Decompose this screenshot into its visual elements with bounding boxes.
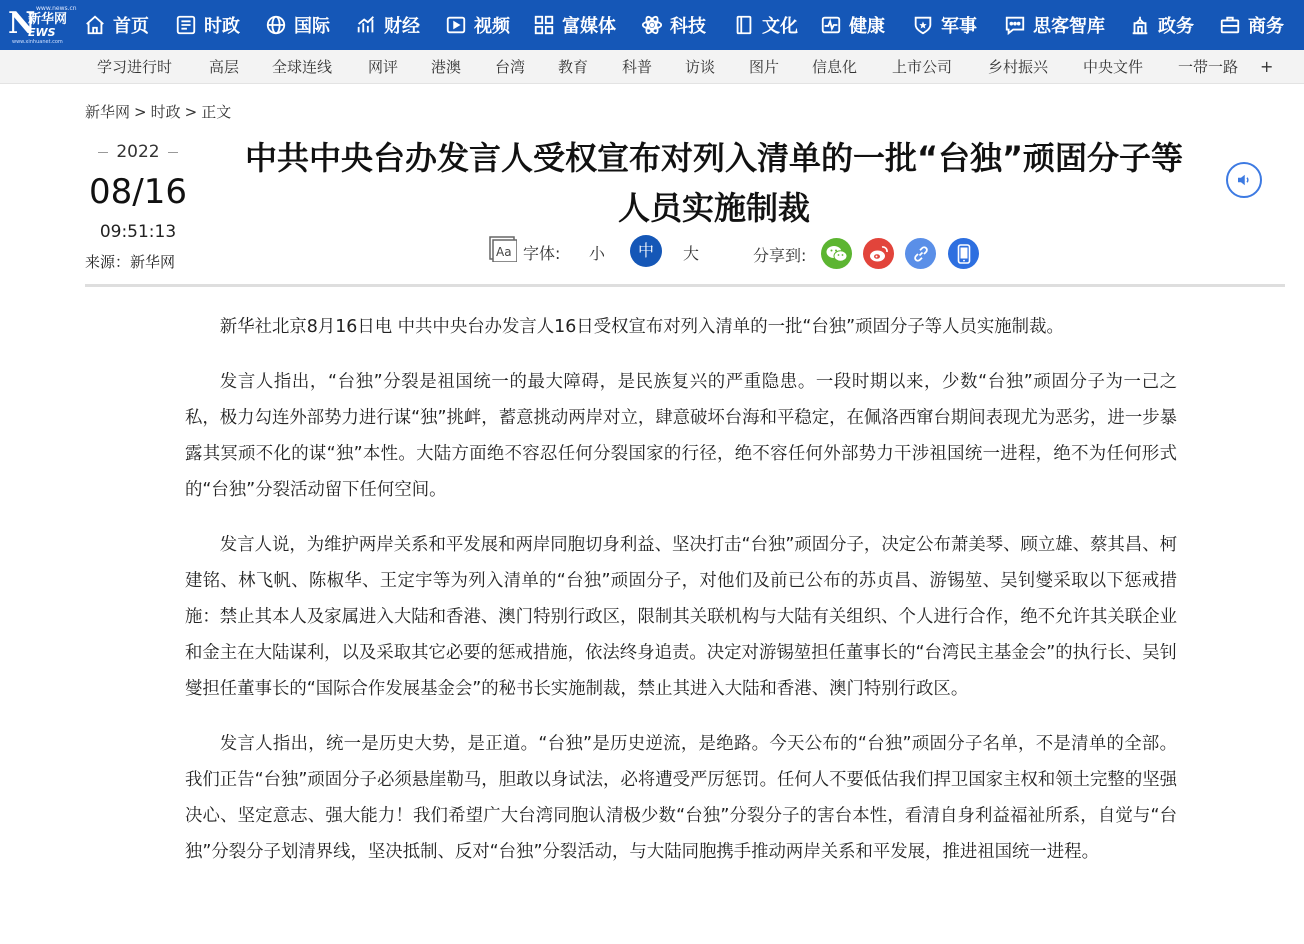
- subnav-item[interactable]: 信息化: [812, 58, 858, 76]
- font-medium-button[interactable]: 中: [630, 235, 662, 267]
- logo-url: www.news.cn: [36, 5, 77, 12]
- nav-item-culture[interactable]: [733, 0, 798, 50]
- nav-item-think-tank[interactable]: [1004, 0, 1105, 50]
- mobile-icon: [957, 244, 971, 264]
- subnav-more-button[interactable]: +: [1260, 57, 1274, 76]
- site-logo[interactable]: [8, 5, 77, 45]
- publish-year: 2022: [100, 142, 176, 162]
- svg-text:Aa: Aa: [496, 245, 512, 259]
- nav-label: 科技: [670, 16, 706, 37]
- share-wechat-button[interactable]: [821, 238, 852, 269]
- subnav-item[interactable]: 乡村振兴: [988, 58, 1049, 76]
- book-icon: [733, 14, 755, 36]
- chart-icon: [355, 14, 377, 36]
- nav-label: 文化: [762, 16, 798, 37]
- nav-label: 财经: [384, 16, 420, 37]
- nav-item-video[interactable]: [445, 0, 510, 50]
- nav-item-business[interactable]: [1219, 0, 1284, 50]
- font-large-button[interactable]: 大: [683, 244, 700, 263]
- nav-item-home[interactable]: [84, 0, 149, 50]
- nav-item-military[interactable]: [912, 0, 977, 50]
- publish-time: 09:51:13: [99, 222, 177, 242]
- subnav-item[interactable]: 全球连线: [272, 58, 333, 76]
- nav-label: 政务: [1158, 16, 1194, 37]
- nav-label: 国际: [294, 16, 330, 37]
- subnav-item[interactable]: 港澳: [431, 58, 462, 76]
- breadcrumb-home[interactable]: 新华网: [85, 103, 131, 121]
- article-title-line: 人员实施制裁: [617, 189, 810, 227]
- nav-label: 首页: [113, 16, 149, 37]
- wechat-icon: [826, 245, 848, 263]
- share-weibo-button[interactable]: [863, 238, 894, 269]
- weibo-icon: [869, 245, 889, 263]
- link-icon: [912, 245, 930, 263]
- article-paragraph: 新华社北京8月16日电 中共中央台办发言人16日受权宣布对列入清单的一批“台独”顽固分子等人员实施制裁。: [219, 317, 1064, 337]
- nav-item-finance[interactable]: [355, 0, 420, 50]
- home-icon: [84, 14, 106, 36]
- article-source: 来源：新华网: [85, 253, 176, 271]
- grid-icon: [533, 14, 555, 36]
- font-size-icon: [489, 236, 517, 262]
- nav-label: 健康: [849, 16, 885, 37]
- article-paragraph: 发言人指出，“台独”分裂是祖国统一的最大障碍，是民族复兴的严重隐患。一段时期以来，少数“台独”顽固分子为一己之私，极力勾连外部势力进行谋“独”挑衅，蓄意挑动两岸对立，肆意破坏台海和平稳定，在佩洛西窜台期间表现尤为恶劣，进一步暴露其冥顽不化的谋“独”本性。大陆方面绝不容忍任何分裂国家的行径，绝不容任何外部势力干涉祖国统一进程，绝不为任何形式的“台独”分裂活动留下任何空间。: [185, 372, 1177, 500]
- logo-letter: N: [8, 6, 36, 41]
- share-mobile-button[interactable]: [948, 238, 979, 269]
- nav-item-politics[interactable]: [175, 0, 240, 50]
- heartbeat-icon: [820, 14, 842, 36]
- nav-item-world[interactable]: [265, 0, 330, 50]
- subnav-item[interactable]: 网评: [368, 58, 399, 76]
- atom-icon: [641, 14, 663, 36]
- logo-sub: www.xinhuanet.com: [12, 39, 63, 45]
- sub-nav: [0, 50, 1304, 84]
- article-title-line: 中共中央台办发言人受权宣布对列入清单的一批“台独”顽固分子等: [244, 139, 1184, 177]
- nav-item-health[interactable]: [820, 0, 885, 50]
- subnav-item[interactable]: 学习进行时: [97, 58, 173, 76]
- nav-label: 富媒体: [562, 16, 616, 37]
- globe-icon: [265, 14, 287, 36]
- nav-label: 商务: [1248, 16, 1284, 37]
- chat-icon: [1004, 14, 1026, 36]
- star-shield-icon: [912, 14, 934, 36]
- subnav-item[interactable]: 高层: [209, 58, 240, 76]
- subnav-item[interactable]: 上市公司: [892, 58, 953, 76]
- article-body: [185, 309, 1177, 889]
- font-size-label: 字体:: [523, 244, 561, 263]
- building-icon: [1129, 14, 1151, 36]
- nav-label: 视频: [474, 16, 510, 37]
- font-small-button[interactable]: 小: [589, 244, 606, 263]
- subnav-item[interactable]: 台湾: [495, 58, 526, 76]
- subnav-item[interactable]: 教育: [558, 58, 589, 76]
- breadcrumb-separator: >: [134, 103, 147, 121]
- nav-label: 军事: [941, 16, 977, 37]
- nav-item-government[interactable]: [1129, 0, 1194, 50]
- share-link-button[interactable]: [905, 238, 936, 269]
- briefcase-icon: [1219, 14, 1241, 36]
- share-label: 分享到:: [753, 246, 807, 265]
- breadcrumb-current: 正文: [201, 103, 232, 121]
- logo-text: 新华网: [28, 12, 68, 27]
- top-nav: [0, 0, 1304, 50]
- subnav-item[interactable]: 科普: [622, 58, 653, 76]
- subnav-item[interactable]: 图片: [749, 58, 780, 76]
- subnav-item[interactable]: 一带一路: [1178, 58, 1239, 76]
- subnav-item[interactable]: 访谈: [685, 58, 716, 76]
- publish-date: 08/16: [89, 172, 187, 212]
- logo-ews: EWS: [28, 26, 56, 39]
- read-aloud-button[interactable]: [1226, 162, 1262, 198]
- news-icon: [175, 14, 197, 36]
- nav-item-media[interactable]: [533, 0, 616, 50]
- nav-label: 思客智库: [1033, 16, 1105, 37]
- subnav-item[interactable]: 中央文件: [1083, 58, 1144, 76]
- nav-item-tech[interactable]: [641, 0, 706, 50]
- speaker-icon: [1235, 171, 1253, 189]
- article-paragraph: 发言人指出，统一是历史大势，是正道。“台独”是历史逆流，是绝路。今天公布的“台独”顽固分子名单，不是清单的全部。我们正告“台独”顽固分子必须悬崖勒马，胆敢以身试法，必将遭受严厉惩罚。任何人不要低估我们捍卫国家主权和领土完整的坚强决心、坚定意志、强大能力！我们希望广大台湾同胞认清极少数“台独”分裂分子的害台本性，看清自身利益福祉所系，自觉与“台独”分裂分子划清界线，坚决抵制、反对“台独”分裂活动，与大陆同胞携手推动两岸关系和平发展，推进祖国统一进程。: [185, 734, 1177, 862]
- article-title: [212, 133, 1216, 233]
- header-divider: [85, 284, 1285, 287]
- nav-label: 时政: [204, 16, 240, 37]
- breadcrumb-separator: >: [184, 103, 198, 121]
- breadcrumb-section[interactable]: 时政: [150, 103, 181, 121]
- play-icon: [445, 14, 467, 36]
- breadcrumb: [85, 101, 231, 122]
- article-paragraph: 发言人说，为维护两岸关系和平发展和两岸同胞切身利益、坚决打击“台独”顽固分子，决定公布萧美琴、顾立雄、蔡其昌、柯建铭、林飞帆、陈椒华、王定宇等为列入清单的“台独”顽固分子，对他们及前已公布的苏贞昌、游锡堃、吴钊燮采取以下惩戒措施：禁止其本人及家属进入大陆和香港、澳门特别行政区，限制其关联机构与大陆有关组织、个人进行合作，绝不允许其关联企业和金主在大陆谋利，以及采取其它必要的惩戒措施，依法终身追责。决定对游锡堃担任董事长的“台湾民主基金会”的执行长、吴钊燮担任董事长的“国际合作发展基金会”的秘书长实施制裁，禁止其进入大陆和香港、澳门特别行政区。: [185, 535, 1177, 699]
